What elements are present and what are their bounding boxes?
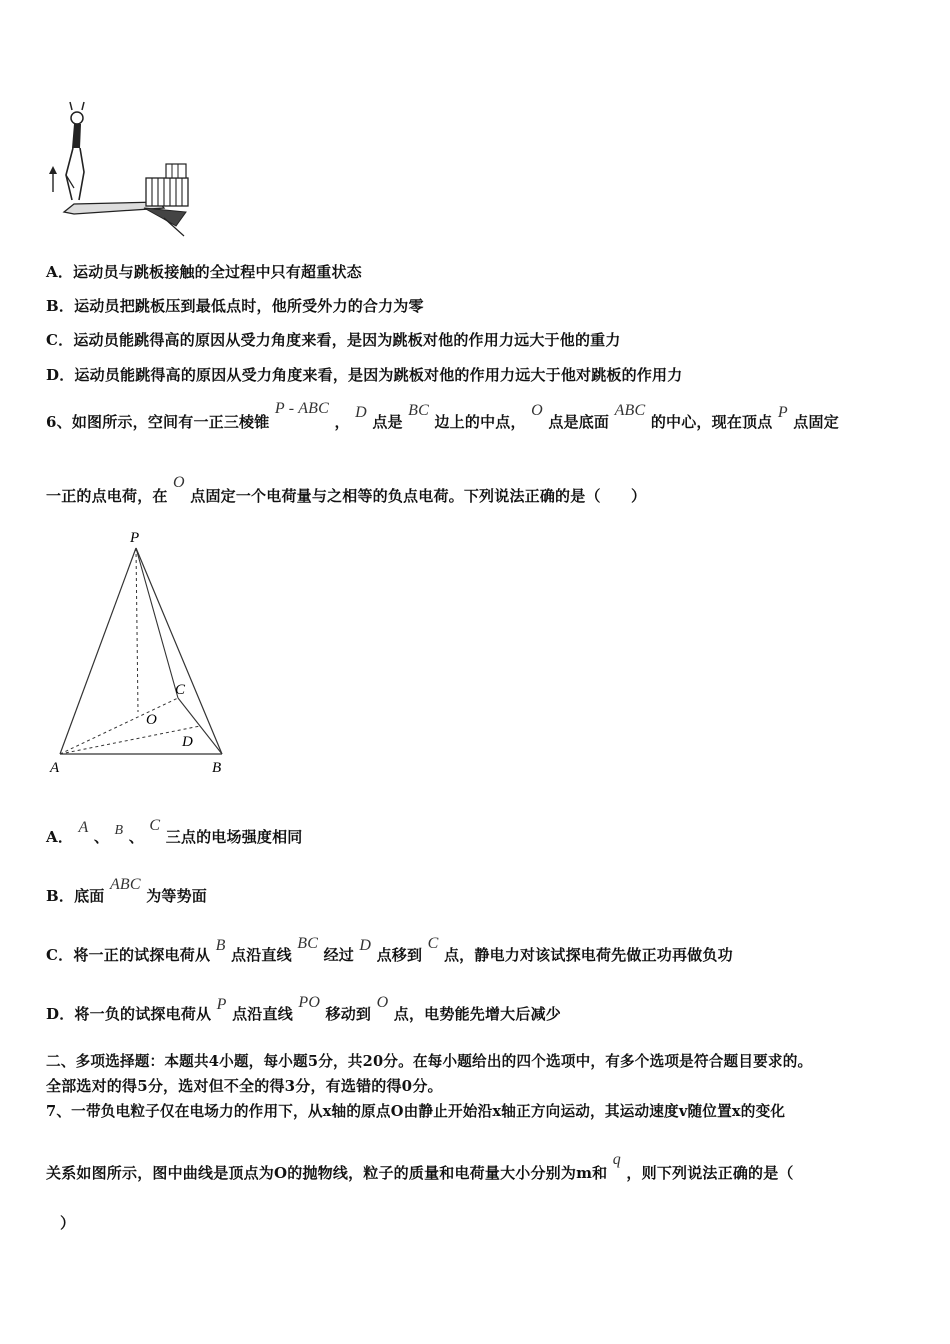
text-run: 为等势面 xyxy=(146,887,208,905)
text-run: 将一负的试探电荷从 xyxy=(74,1005,212,1023)
text-run: 点沿直线 xyxy=(232,1005,293,1023)
q5-option-b xyxy=(46,295,424,316)
option-text: ．运动员能跳得高的原因从受力角度来看，是因为跳板对他的作用力远大于他对跳板的作用力 xyxy=(59,366,683,384)
math-d: D xyxy=(355,404,367,421)
q6-stem-line1 xyxy=(46,400,839,432)
label-c: C xyxy=(175,682,186,698)
option-letter: A xyxy=(46,263,58,281)
math-bc: BC xyxy=(408,402,430,419)
text-run: 点是底面 xyxy=(548,413,610,431)
text-run: 点，电势能先增大后减少 xyxy=(393,1005,561,1023)
label-a: A xyxy=(50,760,60,776)
option-text: ．运动员能跳得高的原因从受力角度来看，是因为跳板对他的作用力远大于他的重力 xyxy=(58,331,621,349)
math-o: O xyxy=(376,994,389,1011)
q6-option-a xyxy=(46,817,303,847)
text-run: 边上的中点， xyxy=(434,413,526,431)
q5-option-d xyxy=(46,364,682,385)
option-text: ．运动员把跳板压到最低点时，他所受外力的合力为零 xyxy=(58,297,424,315)
label-o: O xyxy=(146,712,157,728)
q6-stem-line2 xyxy=(46,474,647,506)
option-letter: C xyxy=(46,331,59,349)
math-c: C xyxy=(427,935,439,952)
option-letter: D． xyxy=(46,1005,75,1023)
math-abc: ABC xyxy=(614,402,646,419)
math-p: P xyxy=(777,404,788,421)
math-c: C xyxy=(149,817,161,834)
section2-instructions-line2: 全部选对的得5分，选对但不全的得3分，有选错的得0分。 xyxy=(46,1077,443,1095)
label-d: D xyxy=(182,734,193,750)
text-run: 点移到 xyxy=(376,946,423,964)
option-letter: C． xyxy=(46,946,74,964)
text-run: 6、如图所示，空间有一正三棱锥 xyxy=(46,413,270,431)
option-letter: B． xyxy=(46,887,75,905)
option-letter: A． xyxy=(46,828,74,846)
text-run: ， xyxy=(334,413,350,431)
text-run: ，则下列说法正确的是（ xyxy=(626,1164,794,1182)
option-letter: B xyxy=(46,297,59,315)
math-p: P xyxy=(216,996,227,1013)
q6-option-d xyxy=(46,994,561,1024)
pyramid-figure xyxy=(44,526,244,782)
label-b: B xyxy=(212,760,222,776)
option-text: ．运动员与跳板接触的全过程中只有超重状态 xyxy=(57,263,362,281)
separator: 、 xyxy=(128,828,144,846)
text-run: 关系如图所示，图中曲线是顶点为O的抛物线，粒子的质量和电荷量大小分别为m和 xyxy=(46,1164,608,1182)
math-o: O xyxy=(173,474,185,491)
q6-option-c xyxy=(46,935,733,965)
q7-stem-line2 xyxy=(46,1151,794,1183)
text-run: 底面 xyxy=(74,887,105,905)
math-abc: ABC xyxy=(109,876,141,893)
option-text: 三点的电场强度相同 xyxy=(165,828,303,846)
section2-instructions-line1: 二、多项选择题：本题共4小题，每小题5分，共20分。在每小题给出的四个选项中，有多个选项是符合题目要求的。 xyxy=(46,1053,813,1070)
math-po: PO xyxy=(298,994,321,1011)
separator: 、 xyxy=(93,828,110,846)
q7-stem-line1: 7、一带负电粒子仅在电场力的作用下，从x轴的原点O由静止开始沿x轴正方向运动，其运动速度v随位置x的变化 xyxy=(46,1103,786,1120)
math-d: D xyxy=(359,937,372,954)
text-run: 点固定 xyxy=(793,413,839,431)
text-run: 经过 xyxy=(323,946,354,964)
label-p: P xyxy=(130,530,140,546)
text-run: 移动到 xyxy=(325,1005,372,1023)
math-b: B xyxy=(215,937,226,954)
text-run: 点是 xyxy=(372,413,403,431)
text-run: 点固定一个电荷量与之相等的负点电荷。下列说法正确的是（ ） xyxy=(190,487,647,505)
math-b: B xyxy=(114,823,124,838)
text-run: 一正的点电荷，在 xyxy=(46,487,168,505)
math-pyramid: P - ABC xyxy=(274,400,330,417)
text-run: 的中心，现在顶点 xyxy=(650,413,773,431)
math-q: q xyxy=(612,1151,621,1168)
math-a: A xyxy=(78,819,89,836)
math-bc: BC xyxy=(297,935,319,952)
q5-option-c xyxy=(46,329,621,350)
text-run: 点，静电力对该试探电荷先做正功再做负功 xyxy=(443,946,733,964)
text-run: 点沿直线 xyxy=(231,946,292,964)
option-letter: D xyxy=(46,366,60,384)
q6-option-b xyxy=(46,876,208,906)
diver-springboard-figure xyxy=(44,100,194,240)
text-run: 将一正的试探电荷从 xyxy=(73,946,211,964)
q5-option-a xyxy=(46,261,362,282)
q7-stem-line3: ） xyxy=(60,1214,76,1232)
math-o: O xyxy=(531,402,543,419)
